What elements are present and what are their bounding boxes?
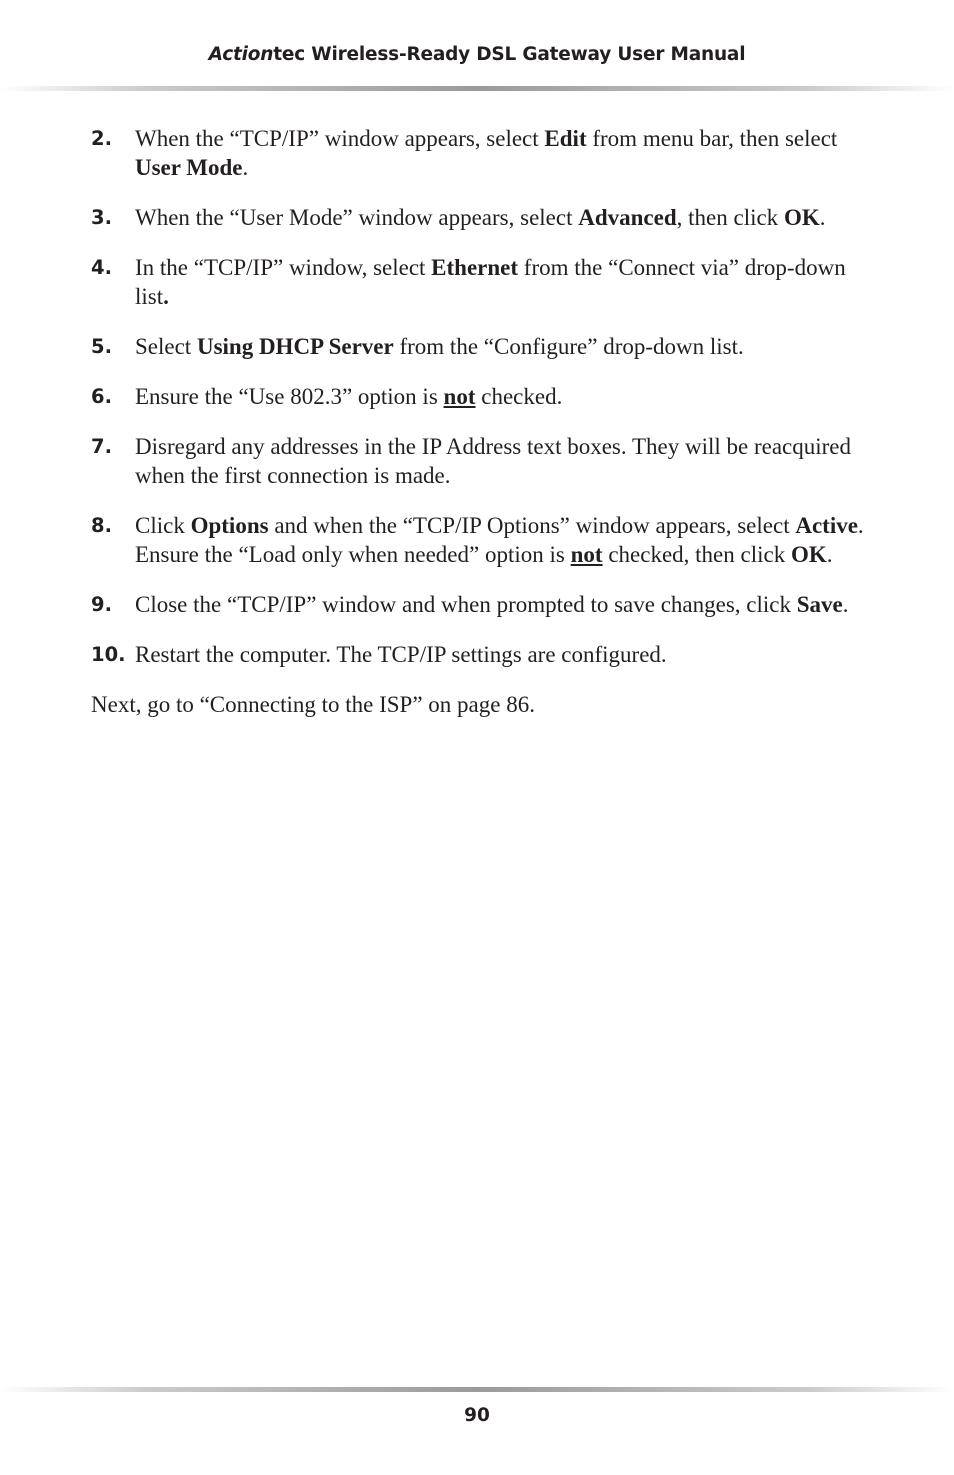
step-number: 9. — [91, 593, 112, 616]
text-run: . — [163, 284, 169, 309]
header-rule — [0, 86, 954, 91]
instruction-list — [91, 124, 871, 719]
step-number: 4. — [91, 256, 112, 279]
running-header — [0, 44, 954, 65]
text-run: . Ensure the “Load only when needed” option is — [135, 513, 864, 567]
step-number: 7. — [91, 435, 112, 458]
step-text — [135, 253, 871, 311]
step-4 — [91, 253, 871, 311]
step-number: 5. — [91, 335, 112, 358]
button-save-ref: Save — [796, 592, 843, 617]
step-number: 6. — [91, 385, 112, 408]
step-text — [135, 382, 871, 411]
button-ok-ref: OK — [783, 205, 820, 230]
menu-edit: Edit — [544, 126, 587, 151]
step-6 — [91, 382, 871, 411]
step-9 — [91, 590, 871, 619]
text-run: When the “User Mode” window appears, select — [135, 205, 579, 230]
step-2 — [91, 124, 871, 182]
step-3 — [91, 203, 871, 232]
step-number: 8. — [91, 514, 112, 537]
text-run: , then click — [676, 205, 784, 230]
text-run: checked, then click — [602, 542, 791, 567]
page-number: 90 — [464, 1405, 490, 1426]
option-active: Active — [795, 513, 858, 538]
step-text — [135, 432, 871, 490]
text-run: from the “Connect via” drop-down list — [135, 255, 846, 309]
text-run: Click — [135, 513, 191, 538]
text-run: . — [242, 155, 249, 180]
text-run: In the “TCP/IP” window, select — [135, 255, 432, 280]
option-advanced: Advanced — [578, 205, 677, 230]
step-text — [135, 640, 871, 669]
text-run: When the “TCP/IP” window appears, select — [135, 126, 545, 151]
button-options-ref: Options — [190, 513, 269, 538]
step-number: 10. — [91, 643, 126, 666]
brand-italic: Action — [208, 44, 274, 65]
text-run: Restart the computer. The TCP/IP settings are configured. — [135, 642, 667, 667]
text-run: Select — [135, 334, 197, 359]
closing-note: Next, go to “Connecting to the ISP” on page 86. — [91, 692, 535, 717]
step-number: 2. — [91, 127, 112, 150]
step-text — [135, 590, 871, 619]
step-text — [135, 203, 871, 232]
emphasis-not: not — [443, 384, 476, 409]
step-text — [135, 332, 871, 361]
button-ok-ref: OK — [790, 542, 827, 567]
step-number: 3. — [91, 206, 112, 229]
text-run: from menu bar, then select — [586, 126, 838, 151]
step-text — [135, 511, 871, 569]
emphasis-not: not — [570, 542, 603, 567]
text-run: . — [819, 205, 826, 230]
step-5 — [91, 332, 871, 361]
footer-rule — [0, 1387, 954, 1392]
text-run: Close the “TCP/IP” window and when prompted to save changes, click — [135, 592, 797, 617]
option-using-dhcp-server: Using DHCP Server — [196, 334, 394, 359]
text-run: . — [826, 542, 833, 567]
step-text — [135, 124, 871, 182]
text-run: Ensure the “Use 802.3” option is — [135, 384, 444, 409]
step-7 — [91, 432, 871, 490]
menu-user-mode: User Mode — [135, 155, 243, 180]
step-8 — [91, 511, 871, 569]
text-run: from the “Configure” drop-down list. — [393, 334, 744, 359]
text-run: checked. — [475, 384, 563, 409]
step-10 — [91, 640, 871, 669]
header-title: Wireless-Ready DSL Gateway User Manual — [305, 44, 746, 65]
text-run: . — [842, 592, 849, 617]
option-ethernet: Ethernet — [431, 255, 519, 280]
text-run: Disregard any addresses in the IP Address text boxes. They will be reacquired when the first connection is made. — [135, 434, 851, 488]
text-run: and when the “TCP/IP Options” window appears, select — [268, 513, 796, 538]
brand-rest: tec — [273, 44, 305, 65]
